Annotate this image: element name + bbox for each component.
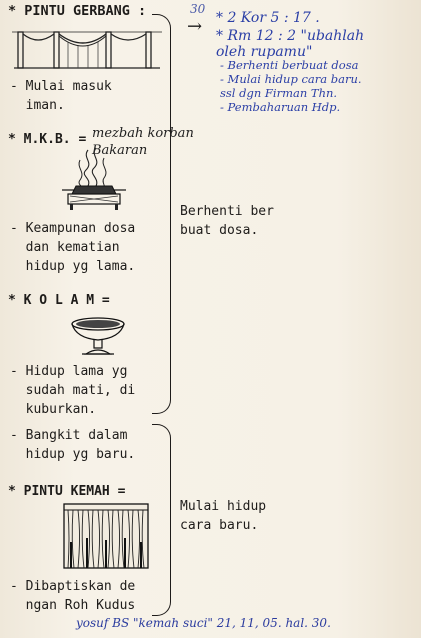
note-rm-12-2: * Rm 12 : 2 "ubahlah <box>216 28 365 44</box>
note-mulai-hidup: - Mulai hidup cara baru. <box>220 72 362 86</box>
handnote-bakaran: Bakaran <box>92 143 148 158</box>
label-berhenti-berbuat-dosa: Berhenti ber buat dosa. <box>180 204 274 238</box>
heading-kolam: * K O L A M = <box>8 293 110 308</box>
text-bangkit: - Bangkit dalam hidup yg baru. <box>10 428 136 462</box>
page-number: 30 <box>190 2 206 16</box>
note-ssl-firman: ssl dgn Firman Thn. <box>220 86 338 100</box>
note-2kor: * 2 Kor 5 : 17 . <box>216 10 320 26</box>
note-berhenti: - Berhenti berbuat dosa <box>220 58 359 72</box>
gate-illustration <box>8 22 166 74</box>
tent-curtain-illustration <box>60 502 152 572</box>
text-mulai-masuk-iman: - Mulai masuk iman. <box>10 79 112 113</box>
heading-pintu-gerbang: * PINTU GERBANG : <box>8 3 147 19</box>
handnote-mezbah-korban: mezbah korban <box>92 126 194 141</box>
laver-basin-illustration <box>68 316 128 358</box>
altar-illustration <box>58 146 130 212</box>
arrow-to-notes: → <box>187 16 203 37</box>
text-dibaptiskan: - Dibaptiskan de ngan Roh Kudus <box>10 579 136 613</box>
footer-note: yosuf BS "kemah suci" 21, 11, 05. hal. 30. <box>76 616 331 630</box>
note-pembaharuan: - Pembaharuan Hdp. <box>220 100 341 114</box>
text-keampunan-dosa: - Keampunan dosa dan kematian hidup yg lama. <box>10 221 136 274</box>
bracket-bottom <box>152 424 171 616</box>
heading-pintu-kemah: * PINTU KEMAH = <box>8 484 126 499</box>
note-oleh-rupamu: oleh rupamu" <box>216 44 313 60</box>
heading-mkb: * M.K.B. = <box>8 132 87 147</box>
text-hidup-lama: - Hidup lama yg sudah mati, di kuburkan. <box>10 364 136 417</box>
bracket-top <box>152 14 171 414</box>
label-mulai-hidup-cara-baru: Mulai hidup cara baru. <box>180 499 267 533</box>
